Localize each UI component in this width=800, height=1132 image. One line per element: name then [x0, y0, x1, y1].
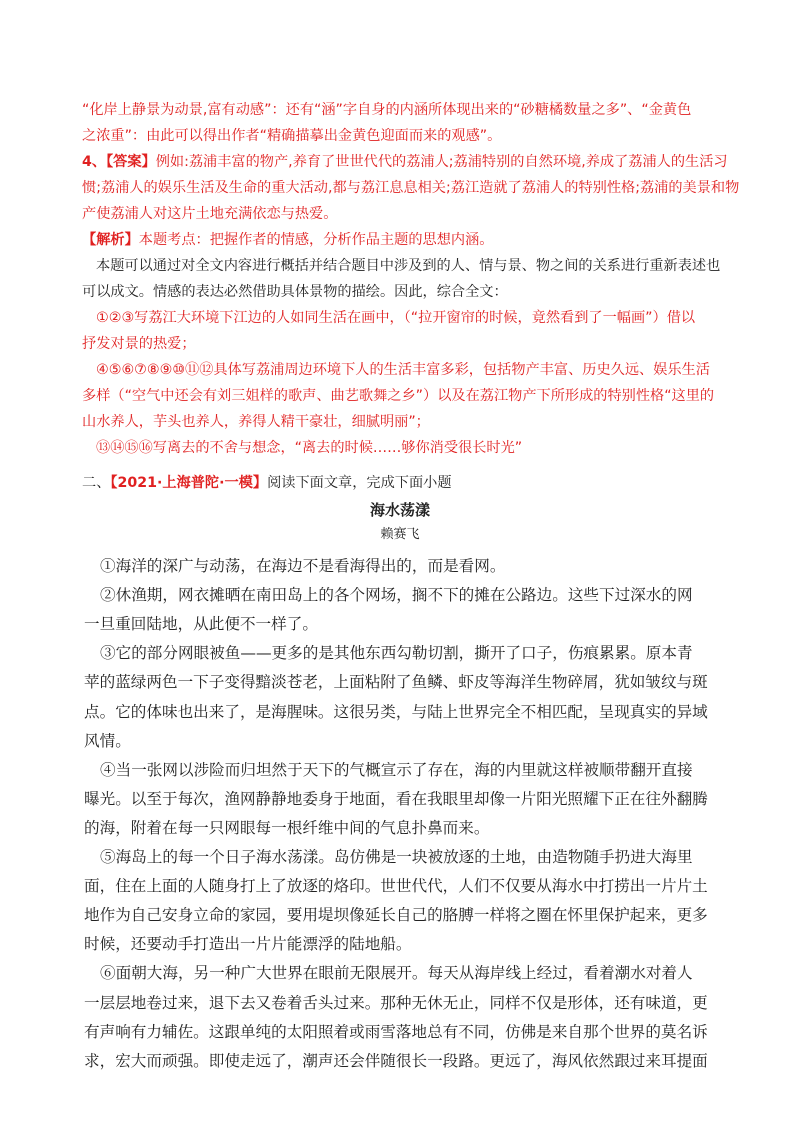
- article-line: 地作为自己安身立命的家园，要用堤坝像延长自己的胳膊一样将之圈在怀里保护起来，更多: [84, 906, 708, 925]
- article-line: ⑤海岛上的每一个日子海水荡漾。岛仿佛是一块被放逐的土地，由造物随手扔进大海里: [100, 848, 693, 866]
- analysis-point: 山水养人，芋头也养人，养得人精干豪壮，细腻明丽”；: [82, 414, 430, 430]
- article-line: 的海，附着在每一只网眼每一根纤维中间的气息扑鼻而来。: [84, 818, 490, 837]
- article-line: ⑥面朝大海，另一种广大世界在眼前无限展开。每天从海岸线上经过，看着潮水对着人: [100, 964, 693, 983]
- article-line: ②休渔期，网衣摊晒在南田岛上的各个网场，搁不下的摊在公路边。这些下过深水的网: [100, 586, 693, 605]
- article-line: ③它的部分网眼被鱼——更多的是其他东西勾勒切割，撕开了口子，伤痕累累。原本青: [100, 644, 693, 663]
- article-line: 苹的蓝绿两色一下子变得黯淡苍老，上面粘附了鱼鳞、虾皮等海洋生物碎屑，犹如皱纹与斑: [84, 673, 708, 692]
- analysis-point: 多样（“空气中还会有刘三姐样的歌声、曲艺歌舞之乡”）以及在荔江物产下所形成的特别性格“这里的: [82, 388, 715, 404]
- answer-line: “化岸上静景为动景,富有动感”：还有“涵”字自身的内涵所体现出来的“砂糖橘数量之多”、“金黄色: [82, 102, 692, 118]
- analysis-point: ④⑤⑥⑦⑧⑨⑩⑪⑫具体写荔浦周边环境下人的生活丰富多彩，包括物产丰富、历史久远、娱乐生活: [96, 362, 710, 378]
- article-line: 面，住在上面的人随身打上了放逐的烙印。世世代代，人们不仅要从海水中打捞出一片片土: [84, 877, 708, 896]
- article-line: ④当一张网以涉险而归坦然于天下的气概宣示了存在，海的内里就这样被顺带翻开直接: [100, 760, 693, 779]
- article-line: 点。它的体味也出来了，是海腥味。这很另类，与陆上世界完全不相匹配，呈现真实的异域: [84, 702, 708, 721]
- q4-answer-line: 惯;荔浦人的娱乐生活及生命的重大活动,都与荔江息息相关;荔江造就了荔浦人的特别性格;荔浦的美景和物: [82, 180, 740, 196]
- section-source: 【2021·上海普陀·一模】: [110, 475, 268, 491]
- q4-answer-line: 产使荔浦人对这片土地充满依恋与热爱。: [82, 206, 338, 222]
- article-line: 一层层地卷过来，退下去又卷着舌头过来。那种无休无止，同样不仅是形体，还有味道，更: [84, 993, 708, 1012]
- analysis-line: 可以成文。情感的表达必然借助具体景物的描绘。因此，综合全文：: [82, 284, 508, 300]
- analysis-point: 抒发对景的热爱；: [82, 336, 196, 352]
- article-title: 海水荡漾: [369, 501, 430, 519]
- q4-number: 4、: [82, 154, 107, 170]
- analysis-tag: 【解析】: [82, 232, 139, 248]
- q4-answer: [82, 149, 800, 175]
- article-line: 风情。: [84, 731, 131, 750]
- analysis-point: ⑬⑭⑮⑯写离去的不舍与想念，“离去的时候……够你消受很长时光”: [96, 440, 523, 456]
- q4-answer-text: 例如:荔浦丰富的物产,养育了世世代代的荔浦人;荔浦特别的自然环境,养成了荔浦人的生活习: [155, 154, 728, 170]
- article-author: 赖赛飞: [380, 527, 420, 542]
- section-instruction: 阅读下面文章，完成下面小题: [267, 475, 452, 491]
- article-line: 一旦重回陆地，从此便不一样了。: [84, 615, 318, 634]
- q4-answer-tag: 【答案】: [106, 154, 156, 170]
- answer-line: 之浓重”：由此可以得出作者“精确描摹出金黄色迎面而来的观感”。: [82, 128, 502, 144]
- analysis-text: 本题考点：把握作者的情感，分析作品主题的思想内涵。: [138, 232, 494, 248]
- article-line: 时候，还要动手打造出一片片能漂浮的陆地船。: [84, 935, 412, 954]
- article-line: 求，宏大而顽强。即使走远了，潮声还会伴随很长一段路。更远了，海风依然跟过来耳提面: [84, 1051, 708, 1070]
- analysis-header: [82, 227, 800, 253]
- section-number: 二、: [82, 475, 111, 491]
- article-line: 有声响有力辅佐。这跟单纯的太阳照着或雨雪落地总有不同，仿佛是来自那个世界的莫名诉: [84, 1022, 708, 1041]
- analysis-line: 本题可以通过对全文内容进行概括并结合题目中涉及到的人、情与景、物之间的关系进行重新表述也: [96, 258, 721, 274]
- article-line: 曝光。以至于每次，渔网静静地委身于地面，看在我眼里却像一片阳光照耀下正在往外翻腾: [84, 789, 708, 808]
- section-header: [82, 470, 800, 496]
- article-line: ①海洋的深广与动荡，在海边不是看海得出的，而是看网。: [100, 557, 506, 575]
- analysis-point: ①②③写荔江大环境下江边的人如同生活在画中，（“拉开窗帘的时候，竟然看到了一幅画”）借以: [96, 310, 696, 326]
